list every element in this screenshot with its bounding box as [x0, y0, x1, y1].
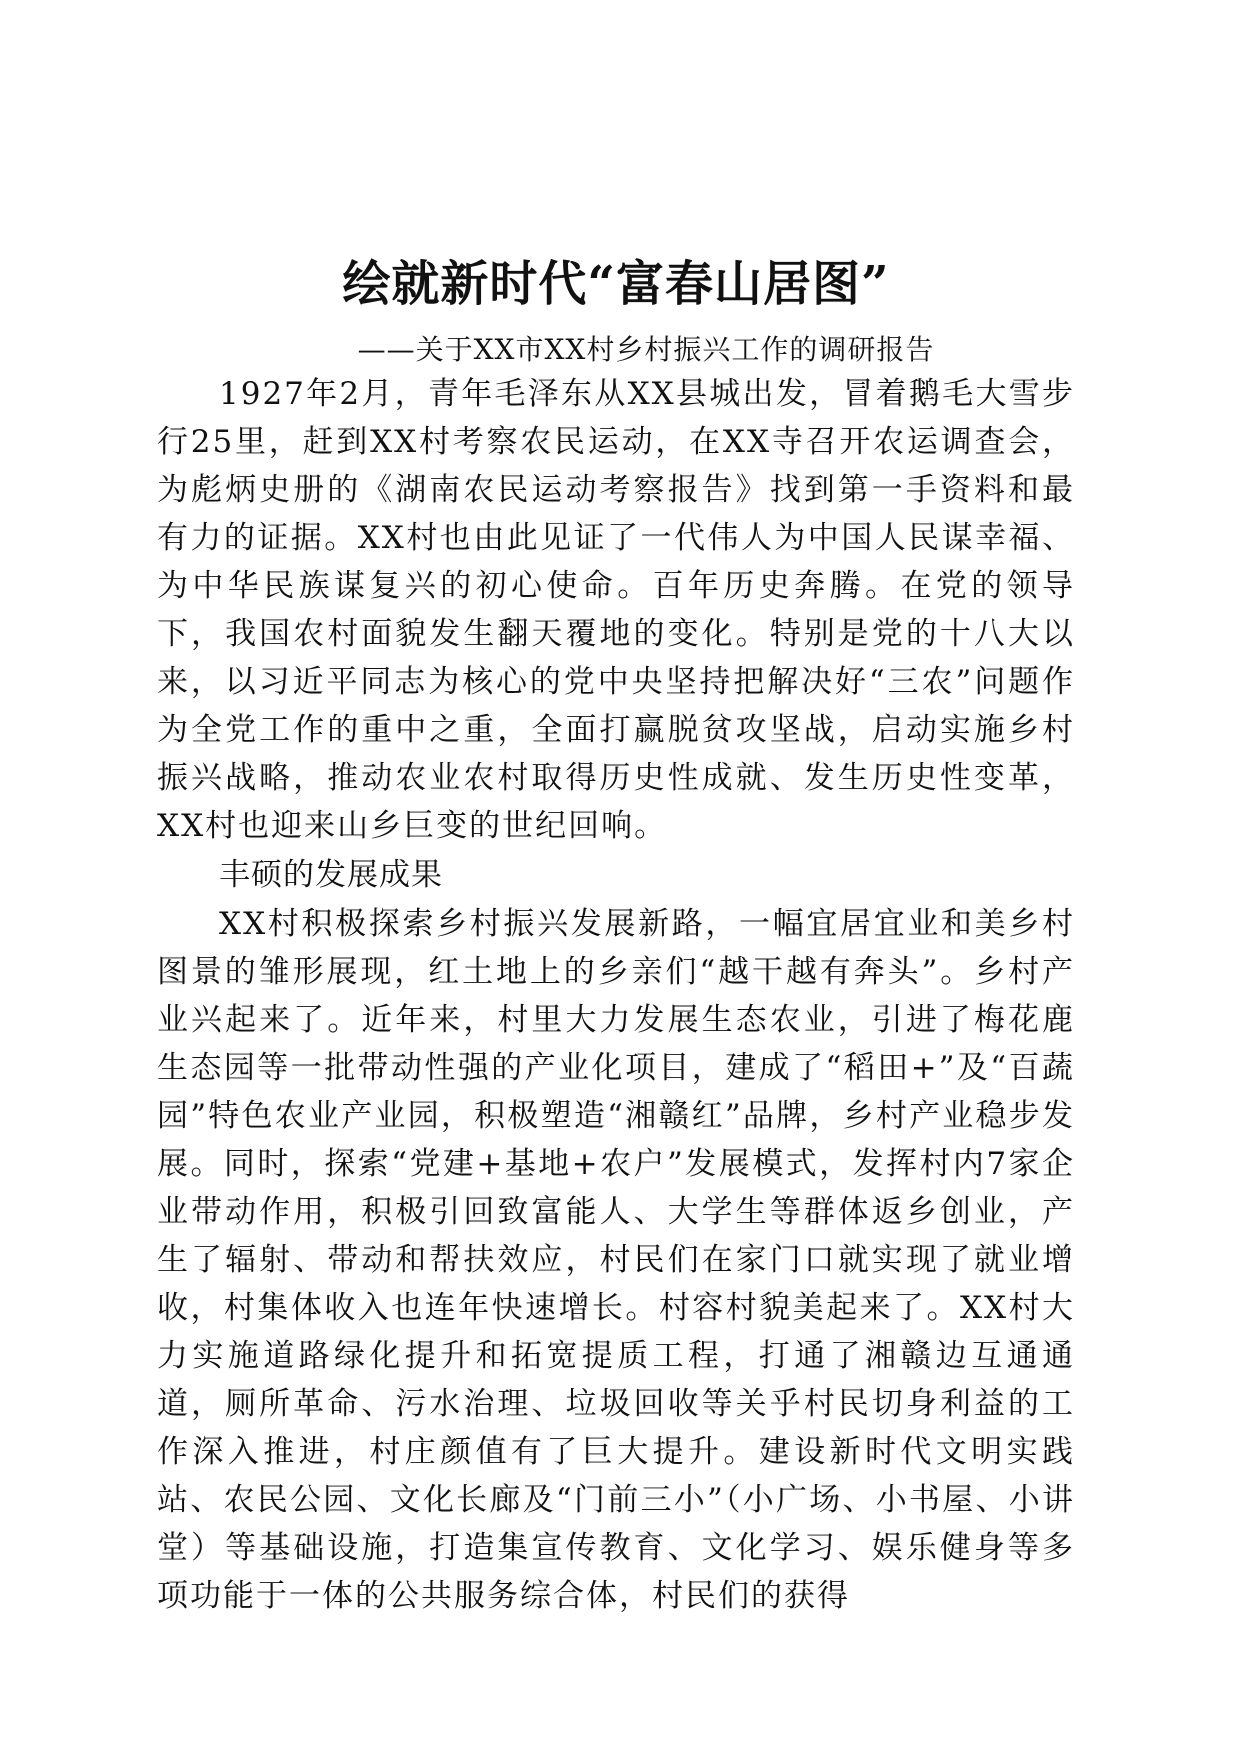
document-subtitle: ——关于XX市XX村乡村振兴工作的调研报告: [357, 333, 935, 366]
section-paragraph: XX村积极探索乡村振兴发展新路，一幅宜居宜业和美乡村图景的雏形展现，红土地上的乡亲们“越干越有奔头”。乡村产业兴起来了。近年来，村里大力发展生态农业，引进了梅花鹿生态园等一批带动性强的产业化项目，建成了“稻田+”及“百蔬园”特色农业产业园，积极塑造“湘赣红”品牌，乡村产业稳步发展。同时，探索“党建+基地+农户”发展模式，发挥村内7家企业带动作用，积极引回致富能人、大学生等群体返乡创业，产生了辐射、带动和帮扶效应，村民们在家门口就实现了就业增收，村集体收入也连年快速增长。村容村貌美起来了。XX村大力实施道路绿化提升和拓宽提质工程，打通了湘赣边互通通道，厕所革命、污水治理、垃圾回收等关乎村民切身利益的工作深入推进，村庄颜值有了巨大提升。建设新时代文明实践站、农民公园、文化长廊及“门前三小”（小广场、小书屋、小讲堂）等基础设施，打造集宣传教育、文化学习、娱乐健身等多项功能于一体的公共服务综合体，村民们的获得: [157, 906, 1075, 1614]
document-title: 绘就新时代“富春山居图”: [342, 256, 890, 312]
intro-paragraph: 1927年2月，青年毛泽东从XX县城出发，冒着鹅毛大雪步行25里，赶到XX村考察农民运动，在XX寺召开农运调查会，为彪炳史册的《湖南农民运动考察报告》找到第一手资料和最有力的证据。XX村也由此见证了一代伟人为中国人民谋幸福、为中华民族谋复兴的初心使命。百年历史奔腾。在党的领导下，我国农村面貌发生翻天覆地的变化。特别是党的十八大以来，以习近平同志为核心的党中央坚持把解决好“三农”问题作为全党工作的重中之重，全面打赢脱贫攻坚战，启动实施乡村振兴战略，推动农业农村取得历史性成就、发生历史性变革，XX村也迎来山乡巨变的世纪回响。: [157, 376, 1075, 844]
section-heading: 丰硕的发展成果: [219, 857, 443, 893]
document-page: [157, 248, 1075, 1620]
